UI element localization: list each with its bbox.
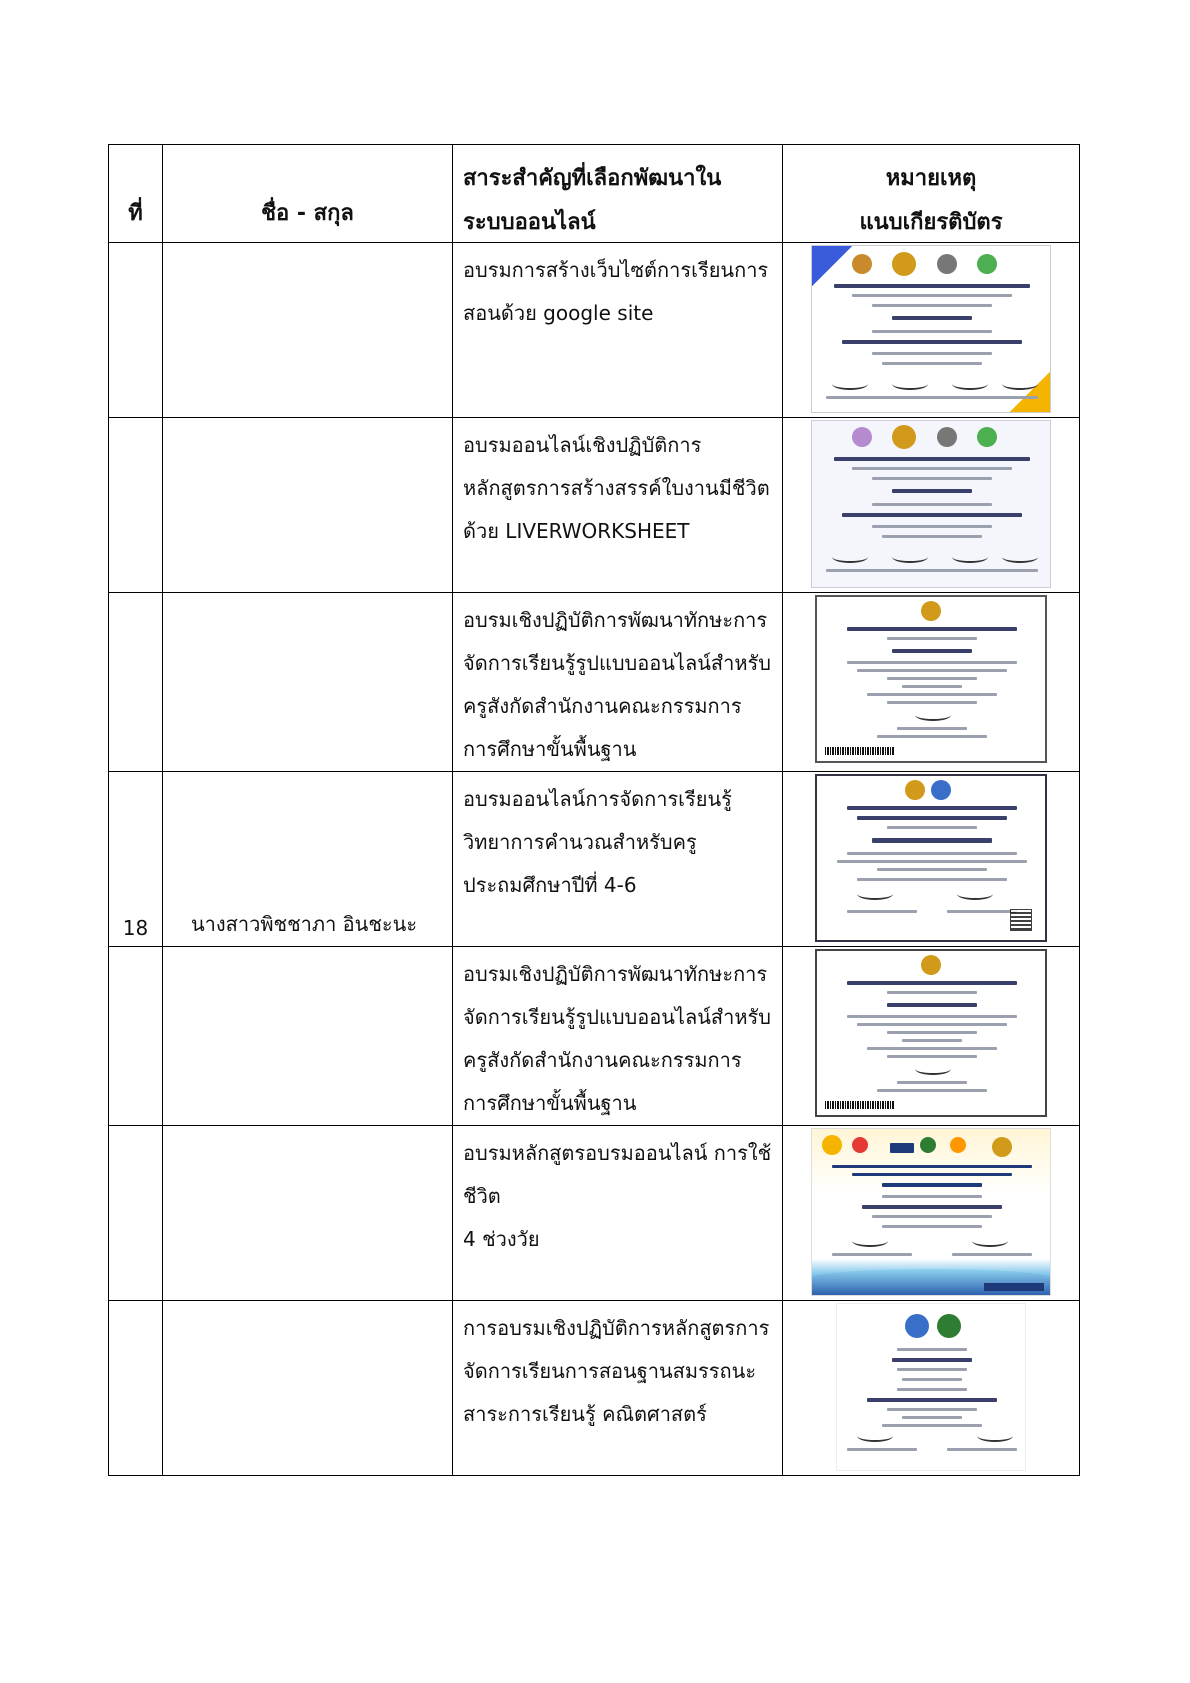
- certificate-cell: [783, 772, 1080, 947]
- table-row: [109, 1126, 1080, 1301]
- table-row: [109, 418, 1080, 593]
- header-name: ชื่อ - สกุล: [163, 145, 453, 243]
- certificate-cell: [783, 418, 1080, 593]
- certificate-image: [815, 595, 1047, 763]
- topic-cell: อบรมออนไลน์การจัดการเรียนรู้ วิทยาการคำนวณสำหรับครู ประถมศึกษาปีที่ 4-6: [453, 772, 783, 947]
- certificate-image: [836, 1303, 1026, 1471]
- topic-cell: การอบรมเชิงปฏิบัติการหลักสูตรการ จัดการเรียนการสอนฐานสมรรถนะ สาระการเรียนรู้ คณิตศาสตร์: [453, 1301, 783, 1476]
- header-topic: สาระสำคัญที่เลือกพัฒนาใน ระบบออนไลน์: [453, 145, 783, 243]
- certificate-cell: [783, 947, 1080, 1126]
- row-name: นางสาวพิชชาภา อินชะนะ: [191, 912, 418, 936]
- table-row: [109, 593, 1080, 772]
- certificate-cell: [783, 593, 1080, 772]
- topic-cell: อบรมเชิงปฏิบัติการพัฒนาทักษะการ จัดการเรียนรู้รูปแบบออนไลน์สำหรับ ครูสังกัดสำนักงานคณะกรรมการ การศึกษาขั้นพื้นฐาน: [453, 947, 783, 1126]
- topic-cell: อบรมหลักสูตรอบรมออนไลน์ การใช้ ชีวิต 4 ช่วงวัย: [453, 1126, 783, 1301]
- certificate-image: [815, 774, 1047, 942]
- row-number: 18: [122, 916, 149, 940]
- topic-cell: อบรมออนไลน์เชิงปฏิบัติการ หลักสูตรการสร้างสรรค์ใบงานมีชีวิต ด้วย LIVERWORKSHEET: [453, 418, 783, 593]
- table-row: [109, 1301, 1080, 1476]
- topic-cell: อบรมการสร้างเว็บไซต์การเรียนการ สอนด้วย google site: [453, 243, 783, 418]
- table-row: [109, 947, 1080, 1126]
- certificate-table: [108, 144, 1080, 1476]
- certificate-image: [815, 949, 1047, 1117]
- certificate-cell: [783, 1126, 1080, 1301]
- certificate-cell: [783, 243, 1080, 418]
- certificate-image: [811, 245, 1051, 413]
- certificate-image: [811, 1128, 1051, 1296]
- certificate-cell: [783, 1301, 1080, 1476]
- header-no: ที่: [109, 145, 163, 243]
- header-note: หมายเหตุ แนบเกียรติบัตร: [783, 145, 1080, 243]
- table-row: [109, 772, 1080, 947]
- certificate-image: [811, 420, 1051, 588]
- topic-cell: อบรมเชิงปฏิบัติการพัฒนาทักษะการ จัดการเรียนรู้รูปแบบออนไลน์สำหรับ ครูสังกัดสำนักงานคณะกรรมการ การศึกษาขั้นพื้นฐาน: [453, 593, 783, 772]
- table-header-row: [109, 145, 1080, 243]
- table-row: [109, 243, 1080, 418]
